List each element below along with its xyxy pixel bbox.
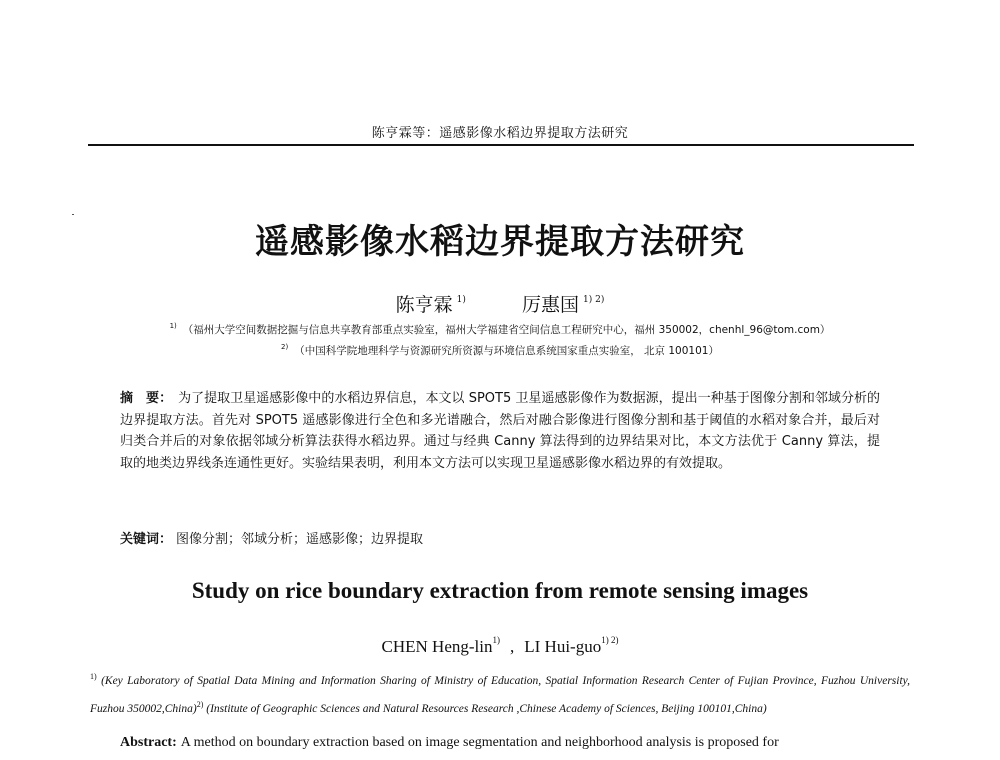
header-rule [88,144,914,146]
affiliation-cn-2-text: （中国科学院地理科学与资源研究所资源与环境信息系统国家重点实验室， 北京 100101） [294,345,719,357]
affiliation-cn-1-text: （福州大学空间数据挖掘与信息共享教育部重点实验室，福州大学福建省空间信息工程研究中心，福州 350002，chenhl_96@tom.com） [182,324,831,336]
affiliations-en [90,665,910,721]
author-cn-1 [396,290,466,317]
affiliation-en-2-text: (Institute of Geographic Sciences and Natural Resources Research ,Chinese Academy of Sciences, Beijing 100101,China) [206,703,767,715]
affiliation-cn-1 [0,322,1000,337]
author-en-2-name: LI Hui-guo [524,637,602,656]
author-cn-1-name: 陈亨霖 [395,294,453,316]
paper-title-en: Study on rice boundary extraction from remote sensing images [191,578,809,603]
keywords-cn [120,528,880,547]
abstract-cn-label: 摘 要： [120,391,173,406]
abstract-en-text: A method on boundary extraction based on image segmentation and neighborhood analysis is proposed for [180,735,779,750]
running-head: 陈亨霖等：遥感影像水稻边界提取方法研究 [371,126,629,141]
affiliation-cn-2 [0,343,1000,358]
affiliation-cn-1-sup: 1) [169,322,177,330]
author-separator: , [510,637,515,656]
keywords-cn-label: 关键词： [120,532,173,547]
author-en-2-sup: 1) 2) [601,635,619,645]
author-cn-2-sup: 1) 2) [583,295,605,305]
keywords-cn-text: 图像分割；邻域分析；遥感影像；边界提取 [176,532,424,547]
paper-title-cn: 遥感影像水稻边界提取方法研究 [255,222,745,262]
author-cn-1-sup: 1) [456,295,466,305]
abstract-cn-text: 为了提取卫星遥感影像中的水稻边界信息，本文以 SPOT5 卫星遥感影像作为数据源，提出一种基于图像分割和邻域分析的边界提取方法。首先对 SPOT5 遥感影像进行全色和多光谱融合，然后对融合影像进行图像分割和基于阈值的水稻对象合并，最后对归类合并后的对象依据邻域分析算法获得水稻边界。通过与经典 Canny 算法得到的边界结果对比，本文方法优于 Canny 算法，提取的地类边界线条连通性更好。实验结果表明，利用本文方法可以实现卫星遥感影像水稻边界的有效提取。 [120,391,880,471]
affiliation-cn-2-sup: 2) [281,343,289,351]
abstract-en-label: Abstract: [120,735,177,750]
authors-cn [0,290,1000,317]
affiliation-en-1-text: (Key Laboratory of Spatial Data Mining and Information Sharing of Ministry of Education, Spatial Information Research Center of Fujian Province, Fuzhou University, Fuzhou 350002,China) [90,675,911,715]
abstract-cn [120,388,880,474]
affiliation-en-2-sup: 2) [196,700,204,709]
author-en-1-name: CHEN Heng-lin [381,637,493,656]
author-en-1-sup: 1) [492,635,500,645]
authors-en [0,635,1000,657]
abstract-en [120,735,880,751]
affiliation-en-1-sup: 1) [90,672,97,681]
author-cn-2 [522,290,604,317]
author-cn-2-name: 厉惠国 [522,294,580,316]
